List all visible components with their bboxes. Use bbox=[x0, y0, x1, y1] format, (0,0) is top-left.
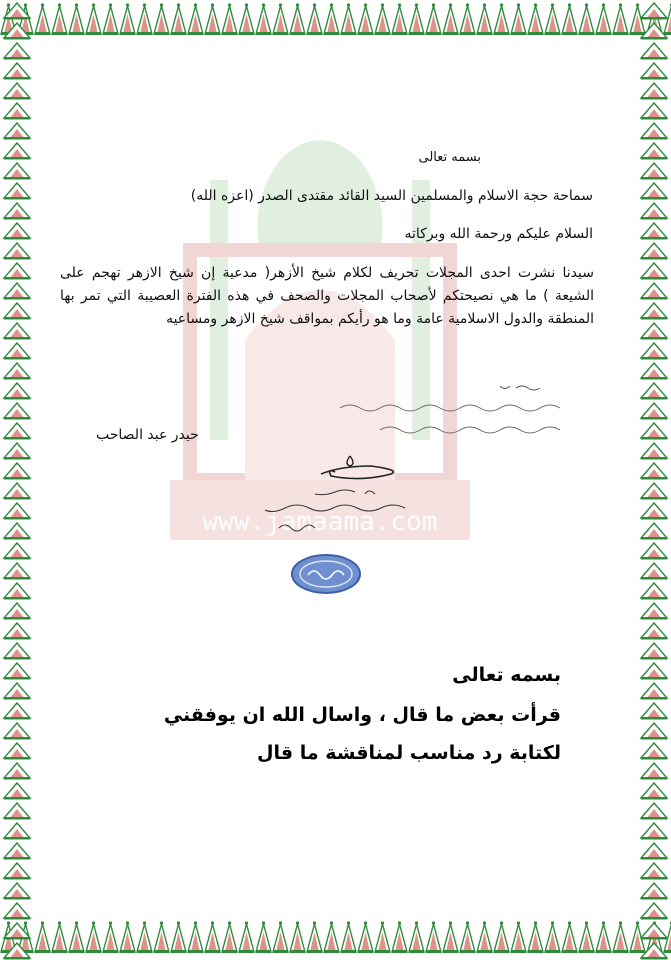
left-border-pattern bbox=[0, 0, 34, 960]
letter-basmala: بسمه تعالى bbox=[418, 150, 481, 165]
right-border-pattern bbox=[637, 0, 671, 960]
reply-line-1: قرأت بعض ما قال ، واسال الله ان يوفقني bbox=[163, 704, 561, 726]
handwritten-reply bbox=[310, 378, 570, 448]
signature bbox=[255, 450, 445, 540]
reply-line-2: لكتابة رد مناسب لمناقشة ما قال bbox=[257, 742, 561, 764]
letter-sender: حيدر عبد الصاحب bbox=[96, 427, 199, 443]
letter-body: سيدنا نشرت احدى المجلات تحريف لكلام شيخ الأزهر( مدعية إن شيخ الازهر تهجم على الشيعة ) ما هي نصيحتكم لأصحاب المجلات والصحف في هذه الفترة العصيبة التي تمر بها المنطقة والدول الاسلامية عامة وما هو رأيكم بمواقف شيخ الازهر ومساعيه bbox=[60, 265, 594, 327]
letter-address: سماحة حجة الاسلام والمسلمين السيد القائد مقتدى الصدر (اعزه الله) bbox=[190, 188, 593, 204]
letter-greeting: السلام عليكم ورحمة الله وبركاته bbox=[404, 226, 593, 242]
bottom-border-pattern bbox=[0, 918, 671, 954]
reply-basmala: بسمه تعالى bbox=[452, 664, 561, 686]
watermark-site-text: www.jamaama.com bbox=[202, 507, 438, 537]
official-seal bbox=[290, 553, 362, 595]
top-border-pattern bbox=[0, 0, 671, 36]
